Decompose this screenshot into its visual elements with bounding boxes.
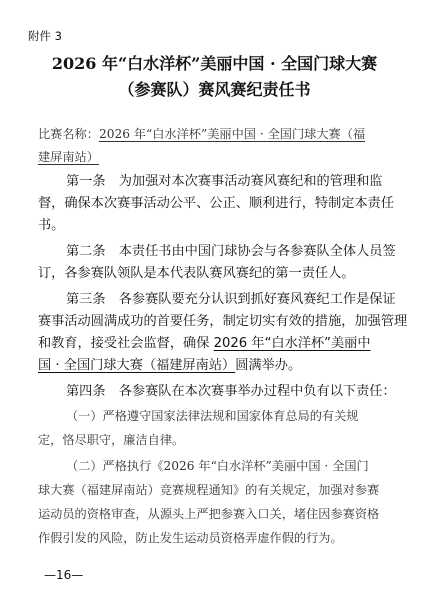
match-name-line1 [38,126,400,142]
clause-1-line: 定，恪尽职守，廉洁自律。 [38,433,185,447]
match-name-line2 [38,149,400,165]
article-1-line: 第一条 为加强对本次赛事活动赛风赛纪和的管理和监 [66,174,383,189]
article-3-line: 第三条 各参赛队要充分认识到抓好赛风赛纪工作是保证 [66,292,396,307]
page-number: —16— [44,568,84,582]
article-3-text-end: 圆满举办。 [235,358,302,373]
match-name-value-cont: 建屏南站） [38,150,99,164]
article-2-line: 订，各参赛队领队是本代表队赛风赛纪的第一责任人。 [38,266,355,281]
match-name-label: 比赛名称： [38,127,99,141]
article-2-line: 第二条 本责任书由中国门球协会与各参赛队全体人员签 [66,244,396,259]
article-3-text: 和教育，接受社会监督，确保 [38,336,214,351]
article-3-line [38,336,400,352]
article-3-line [38,358,400,374]
article-3-event-name: 2026 年“白水洋杯”美丽中 [213,336,371,351]
article-1-line: 督，确保本次赛事活动公平、公正、顺利进行，特制定本责任 [38,196,395,211]
article-3-event-name-cont: 国 · 全国门球大赛（福建屏南站） [38,358,236,373]
article-3-line: 赛事活动圆满成功的首要任务，制定切实有效的措施，加强管理 [38,314,408,329]
clause-2-line: （二）严格执行《2026 年“白水洋杯”美丽中国 · 全国门 [66,459,369,473]
article-4-line: 第四条 各参赛队在本次赛事举办过程中负有以下责任： [66,384,396,399]
document-title-line2: （参赛队）赛风赛纪责任书 [118,80,311,99]
document-title-line1: 2026 年“白水洋杯”美丽中国 · 全国门球大赛 [51,54,378,73]
clause-2-line: 作假引发的风险，防止发生运动员资格弄虚作假的行为。 [38,531,343,545]
clause-2-line: 运动员的资格审查，从源头上严把参赛入口关，堵住因参赛资格 [38,507,380,521]
annex-label: 附件 3 [28,29,62,43]
clause-1-line: （一）严格遵守国家法律法规和国家体育总局的有关规 [66,409,359,423]
clause-2-line: 球大赛（福建屏南站）竞赛规程通知》的有关规定，加强对参赛 [38,483,380,497]
match-name-value: 2026 年“白水洋杯”美丽中国 · 全国门球大赛（福 [98,127,366,141]
article-1-line: 书。 [38,218,65,233]
